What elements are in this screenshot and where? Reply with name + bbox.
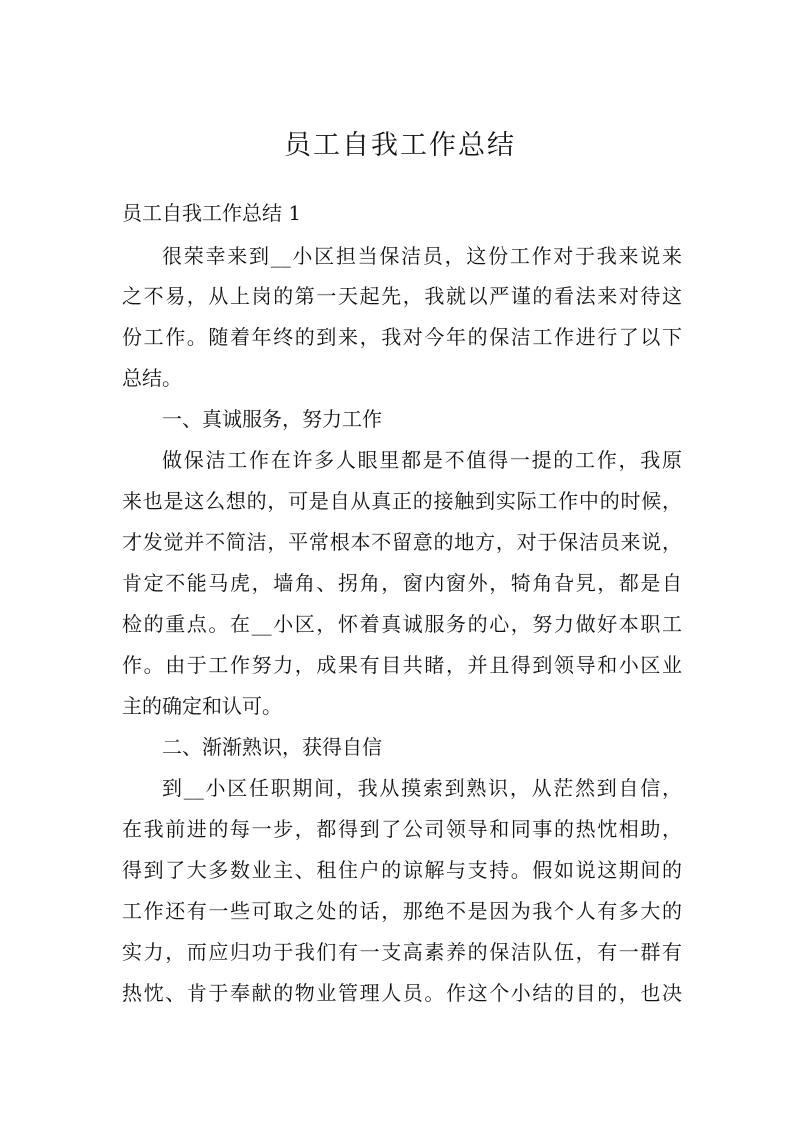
paragraph-line: 很荣幸来到__小区担当保洁员，这份工作对于我来说来 (162, 244, 682, 268)
paragraph-line: 热忱、肯于奉献的物业管理人员。作这个小结的目的，也决 (122, 981, 682, 1005)
paragraph-line: 实力，而应归功于我们有一支高素养的保洁队伍，有一群有 (122, 940, 682, 964)
paragraph-line: 才发觉并不简洁，平常根本不留意的地方，对于保洁员来说， (122, 530, 682, 554)
document-title: 员工自我工作总结 (284, 130, 516, 161)
section-title: 员工自我工作总结 1 (122, 201, 302, 225)
paragraph-line: 份工作。随着年终的到来，我对今年的保洁工作进行了以下 (122, 325, 682, 349)
subheading-one: 一、真诚服务，努力工作 (162, 407, 382, 431)
paragraph-line: 检的重点。在__小区，怀着真诚服务的心，努力做好本职工 (122, 612, 682, 636)
paragraph-line: 在我前进的每一步，都得到了公司领导和同事的热忱相助， (122, 817, 682, 841)
paragraph-line: 到__小区任职期间，我从摸索到熟识，从茫然到自信， (162, 776, 682, 800)
paragraph-line: 作。由于工作努力，成果有目共睹，并且得到领导和小区业 (122, 653, 682, 677)
paragraph-line: 主的确定和认可。 (122, 694, 282, 718)
paragraph-line: 来也是这么想的，可是自从真正的接触到实际工作中的时候， (122, 489, 682, 513)
paragraph-line: 工作还有一些可取之处的话，那绝不是因为我个人有多大的 (122, 899, 682, 923)
paragraph-line: 总结。 (122, 366, 182, 390)
paragraph-line: 肯定不能马虎，墙角、拐角，窗内窗外，犄角旮旯，都是自 (122, 571, 682, 595)
paragraph-line: 做保洁工作在许多人眼里都是不值得一提的工作，我原 (162, 448, 682, 472)
subheading-two: 二、渐渐熟识，获得自信 (162, 735, 382, 759)
paragraph-line: 之不易，从上岗的第一天起先，我就以严谨的看法来对待这 (122, 284, 682, 308)
paragraph-line: 得到了大多数业主、租住户的谅解与支持。假如说这期间的 (122, 858, 682, 882)
